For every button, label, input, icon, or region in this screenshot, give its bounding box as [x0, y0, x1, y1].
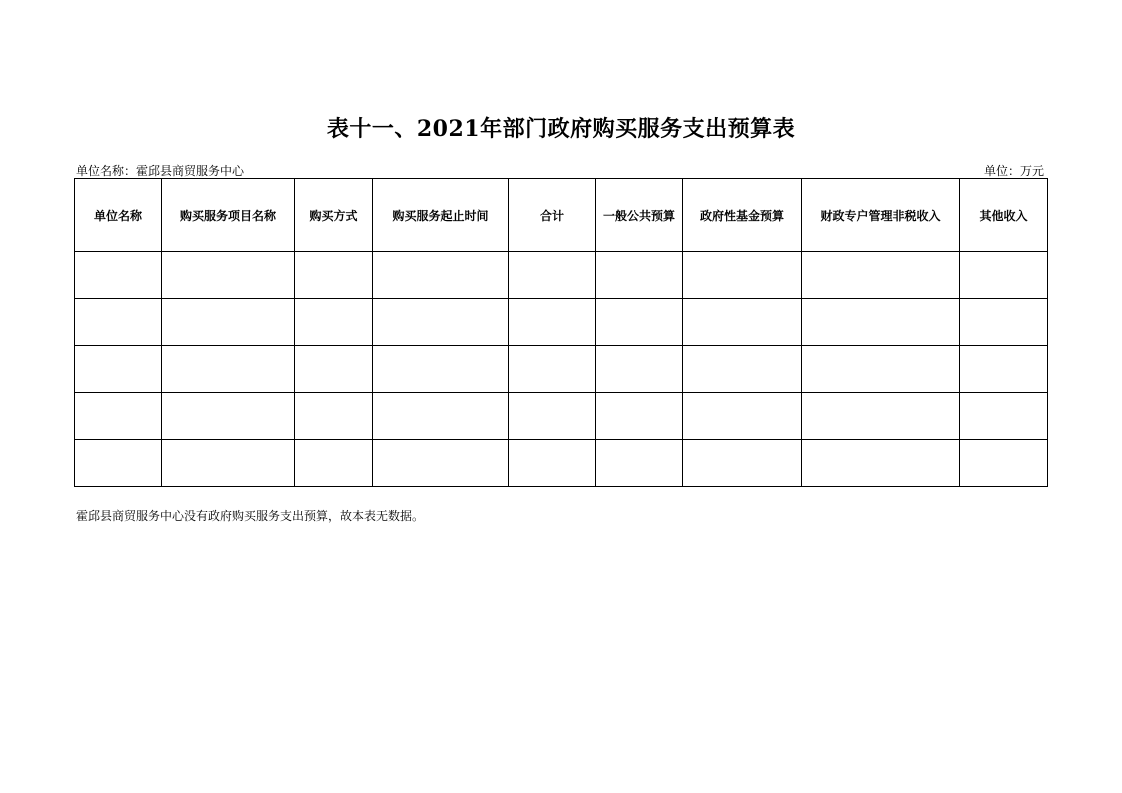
table-cell — [373, 346, 509, 393]
header-government-fund-budget: 政府性基金预算 — [683, 179, 802, 252]
table-cell — [162, 346, 295, 393]
table-cell — [373, 252, 509, 299]
table-cell — [960, 252, 1048, 299]
footnote: 霍邱县商贸服务中心没有政府购买服务支出预算，故本表无数据。 — [76, 509, 425, 523]
table-cell — [683, 346, 802, 393]
table-cell — [373, 299, 509, 346]
table-row — [75, 393, 1048, 440]
table-row — [75, 440, 1048, 487]
table-cell — [373, 393, 509, 440]
table-cell — [509, 299, 596, 346]
table-cell — [75, 393, 162, 440]
table-cell — [162, 440, 295, 487]
header-unit-name: 单位名称 — [75, 179, 162, 252]
table-cell — [683, 299, 802, 346]
budget-table — [74, 178, 1048, 487]
table-cell — [162, 393, 295, 440]
table-row — [75, 252, 1048, 299]
table-cell — [509, 393, 596, 440]
table-cell — [802, 440, 960, 487]
table-header-row — [75, 179, 1048, 252]
table-cell — [802, 346, 960, 393]
table-row — [75, 299, 1048, 346]
table-cell — [295, 299, 373, 346]
table-cell — [802, 393, 960, 440]
table-cell — [509, 440, 596, 487]
header-general-public-budget: 一般公共预算 — [596, 179, 683, 252]
table-cell — [509, 346, 596, 393]
table-cell — [596, 299, 683, 346]
header-purchase-method: 购买方式 — [295, 179, 373, 252]
table-cell — [75, 346, 162, 393]
table-cell — [162, 252, 295, 299]
table-cell — [162, 299, 295, 346]
table-cell — [75, 252, 162, 299]
table-cell — [802, 252, 960, 299]
table-row — [75, 346, 1048, 393]
unit-name-label: 单位名称：霍邱县商贸服务中心 — [76, 164, 245, 178]
table-cell — [960, 346, 1048, 393]
table-cell — [802, 299, 960, 346]
table-cell — [683, 252, 802, 299]
table-cell — [683, 440, 802, 487]
table-cell — [596, 393, 683, 440]
table-cell — [509, 252, 596, 299]
table-cell — [295, 346, 373, 393]
unit-label: 单位：万元 — [983, 164, 1044, 178]
table-cell — [596, 346, 683, 393]
header-total: 合计 — [509, 179, 596, 252]
table-cell — [683, 393, 802, 440]
table-cell — [295, 393, 373, 440]
header-other-income: 其他收入 — [960, 179, 1048, 252]
table-cell — [373, 440, 509, 487]
table-cell — [960, 440, 1048, 487]
table-cell — [295, 440, 373, 487]
table-cell — [596, 440, 683, 487]
header-service-period: 购买服务起止时间 — [373, 179, 509, 252]
page-title: 表十一、2021年部门政府购买服务支出预算表 — [326, 116, 796, 142]
header-service-project-name: 购买服务项目名称 — [162, 179, 295, 252]
table-cell — [295, 252, 373, 299]
table-cell — [960, 393, 1048, 440]
table-cell — [960, 299, 1048, 346]
table-cell — [596, 252, 683, 299]
table-cell — [75, 299, 162, 346]
table-cell — [75, 440, 162, 487]
header-fiscal-special-account-nontax: 财政专户管理非税收入 — [802, 179, 960, 252]
